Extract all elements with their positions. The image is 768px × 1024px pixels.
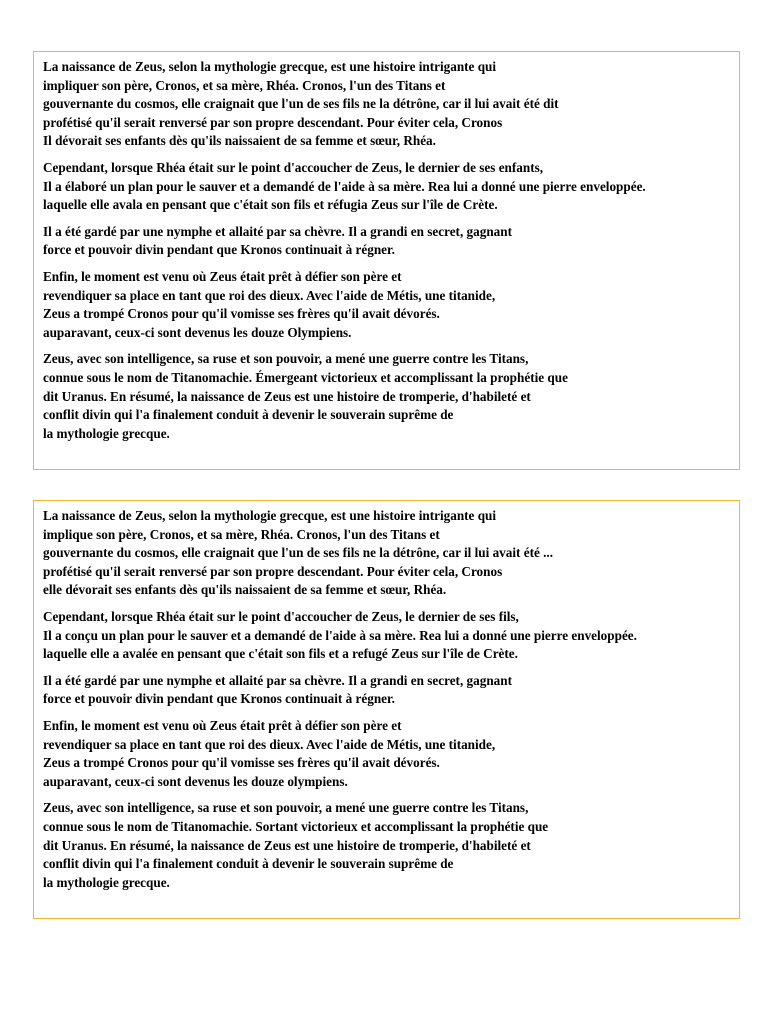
paragraph	[43, 58, 730, 151]
text-line: connue sous le nom de Titanomachie. Sortant victorieux et accomplissant la prophétie que	[43, 818, 549, 834]
text-line: Zeus a trompé Cronos pour qu'il vomisse ses frères qu'il avait dévorés.	[43, 755, 440, 771]
text-line: Zeus, avec son intelligence, sa ruse et son pouvoir, a mené une guerre contre les Titans,	[43, 351, 529, 367]
text-line: auparavant, ceux-ci sont devenus les douze olympiens.	[43, 773, 348, 789]
text-line: revendiquer sa place en tant que roi des dieux. Avec l'aide de Métis, une titanide,	[43, 287, 496, 303]
text-line: Il a été gardé par une nymphe et allaité par sa chèvre. Il a grandi en secret, gagnant	[43, 672, 512, 688]
text-line: connue sous le nom de Titanomachie. Émergeant victorieux et accomplissant la prophétie que	[43, 369, 568, 385]
text-line: Cependant, lorsque Rhéa était sur le point d'accoucher de Zeus, le dernier de ses fils,	[43, 608, 519, 624]
text-line: impliquer son père, Cronos, et sa mère, Rhéa. Cronos, l'un des Titans et	[43, 77, 446, 93]
text-box-revised	[33, 500, 740, 919]
text-line: Enfin, le moment est venu où Zeus était prêt à défier son père et	[43, 717, 402, 733]
text-line: gouvernante du cosmos, elle craignait que l'un de ses fils ne la détrône, car il lui avait été dit	[43, 96, 559, 112]
text-line: La naissance de Zeus, selon la mythologie grecque, est une histoire intrigante qui	[43, 508, 497, 523]
paragraph	[43, 223, 730, 260]
paragraph	[43, 159, 730, 215]
paragraph	[43, 608, 730, 664]
text-line: profétisé qu'il serait renversé par son propre descendant. Pour éviter cela, Cronos	[43, 563, 503, 579]
text-line: gouvernante du cosmos, elle craignait que l'un de ses fils ne la détrône, car il lui avait été ...	[43, 545, 554, 561]
text-line: Il a conçu un plan pour le sauver et a demandé de l'aide à sa mère. Rea lui a donné une pierre enveloppée.	[43, 627, 637, 643]
text-line: Il a été gardé par une nymphe et allaité par sa chèvre. Il a grandi en secret, gagnant	[43, 223, 512, 239]
text-line: dit Uranus. En résumé, la naissance de Zeus est une histoire de tromperie, d'habileté et	[43, 388, 531, 404]
paragraph	[43, 350, 730, 443]
text-line: la mythologie grecque.	[43, 874, 170, 890]
text-line: force et pouvoir divin pendant que Kronos continuait à régner.	[43, 691, 395, 707]
text-line: profétisé qu'il serait renversé par son propre descendant. Pour éviter cela, Cronos	[43, 114, 503, 130]
paragraph	[43, 268, 730, 342]
text-line: La naissance de Zeus, selon la mythologie grecque, est une histoire intrigante qui	[43, 59, 497, 74]
text-line: laquelle elle avala en pensant que c'était son fils et réfugia Zeus sur l'île de Crète.	[43, 197, 498, 213]
text-line: force et pouvoir divin pendant que Kronos continuait à régner.	[43, 242, 395, 258]
text-line: conflit divin qui l'a finalement conduit à devenir le souverain suprême de	[43, 407, 454, 423]
text-line: laquelle elle a avalée en pensant que c'était son fils et a refugé Zeus sur l'île de Crète.	[43, 646, 518, 662]
paragraph	[43, 717, 730, 791]
text-line: Zeus, avec son intelligence, sa ruse et son pouvoir, a mené une guerre contre les Titans,	[43, 800, 529, 816]
text-line: la mythologie grecque.	[43, 425, 170, 441]
text-box-original	[33, 51, 740, 470]
paragraph	[43, 672, 730, 709]
text-line: dit Uranus. En résumé, la naissance de Zeus est une histoire de tromperie, d'habileté et	[43, 837, 531, 853]
text-line: Cependant, lorsque Rhéa était sur le point d'accoucher de Zeus, le dernier de ses enfants,	[43, 159, 544, 175]
paragraph	[43, 799, 730, 892]
paragraph	[43, 507, 730, 600]
text-line: elle dévorait ses enfants dès qu'ils naissaient de sa femme et sœur, Rhéa.	[43, 582, 447, 598]
text-line: Zeus a trompé Cronos pour qu'il vomisse ses frères qu'il avait dévorés.	[43, 306, 440, 322]
text-line: conflit divin qui l'a finalement conduit à devenir le souverain suprême de	[43, 856, 454, 872]
text-line: implique son père, Cronos, et sa mère, Rhéa. Cronos, l'un des Titans et	[43, 526, 440, 542]
text-line: Il dévorait ses enfants dès qu'ils naissaient de sa femme et sœur, Rhéa.	[43, 133, 436, 149]
text-line: auparavant, ceux-ci sont devenus les douze Olympiens.	[43, 324, 352, 340]
text-line: revendiquer sa place en tant que roi des dieux. Avec l'aide de Métis, une titanide,	[43, 736, 496, 752]
text-line: Il a élaboré un plan pour le sauver et a demandé de l'aide à sa mère. Rea lui a donné une pierre enveloppée.	[43, 178, 646, 194]
text-line: Enfin, le moment est venu où Zeus était prêt à défier son père et	[43, 268, 402, 284]
